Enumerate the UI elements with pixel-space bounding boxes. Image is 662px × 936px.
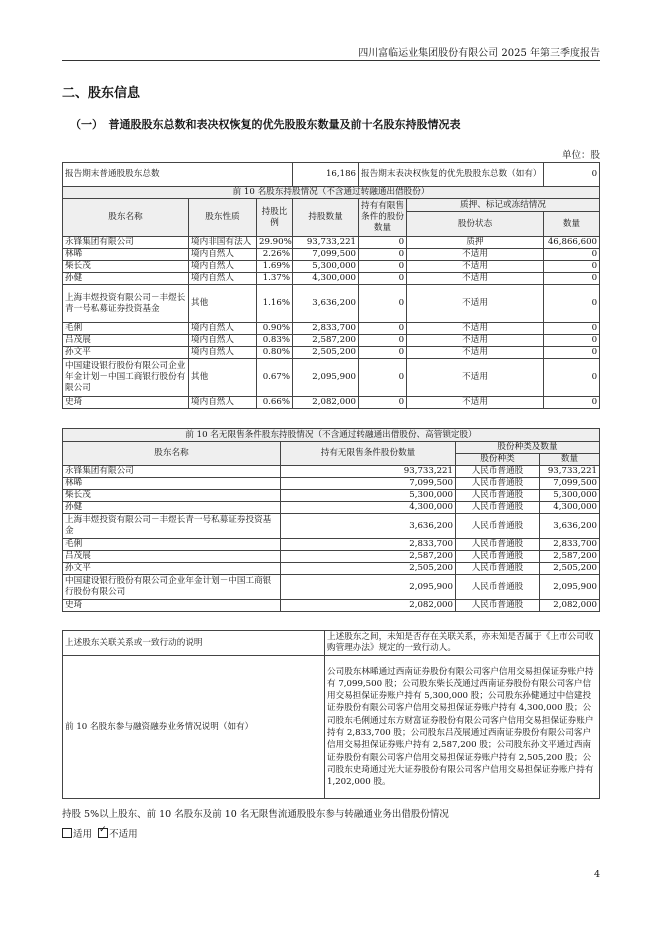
pledge-amount: 0 [544,323,600,335]
table-row [63,347,600,359]
u-unrestricted-quantity: 2,587,200 [281,551,456,563]
col-nature: 股东性质 [189,199,257,237]
table-row [63,502,600,514]
table-row [63,273,600,285]
table-row [63,600,600,612]
shareholder-name: 毛俐 [63,323,189,335]
pledge-status: 不适用 [407,273,544,285]
shareholder-name: 史琦 [63,397,189,409]
pledge-status: 不适用 [407,347,544,359]
col-name: 股东名称 [63,199,189,237]
holding-ratio: 1.16% [257,285,293,323]
subsection-title: （一） 普通股股东总数和表决权恢复的优先股股东数量及前十名股东持股情况表 [70,118,461,131]
restricted-quantity: 0 [359,347,407,359]
u-shareholder-name: 毛俐 [63,539,281,551]
u-share-type: 人民币普通股 [456,539,540,551]
holding-quantity: 5,300,000 [293,261,359,273]
restricted-quantity: 0 [359,273,407,285]
u-share-type: 人民币普通股 [456,563,540,575]
u-share-type: 人民币普通股 [456,600,540,612]
restricted-quantity: 0 [359,249,407,261]
holding-quantity: 2,095,900 [293,359,359,397]
col-status: 股份状态 [407,212,544,237]
margin-label: 前 10 名股东参与融资融券业务情况说明（如有） [63,656,325,799]
u-unrestricted-quantity: 4,300,000 [281,502,456,514]
u-shareholder-name: 史琦 [63,600,281,612]
top10-title: 前 10 名股东持股情况（不含通过转融通出借股份） [63,187,600,199]
option-applicable-label: 适用 [73,829,93,840]
holding-quantity: 4,300,000 [293,273,359,285]
table-row [63,466,600,478]
table-row [63,539,600,551]
pledge-status: 不适用 [407,359,544,397]
col-restricted: 持有有限售条件的股份数量 [359,199,407,237]
u-unrestricted-quantity: 93,733,221 [281,466,456,478]
u-share-amount: 4,300,000 [540,502,600,514]
table-row [63,323,600,335]
u-unrestricted-quantity: 2,505,200 [281,563,456,575]
pledge-status: 不适用 [407,261,544,273]
u-share-amount: 3,636,200 [540,514,600,539]
summary-label-1: 报告期末普通股股东总数 [63,163,293,187]
restricted-quantity: 0 [359,397,407,409]
holding-ratio: 29.90% [257,237,293,249]
holding-quantity: 2,587,200 [293,335,359,347]
u-shareholder-name: 永锋集团有限公司 [63,466,281,478]
shareholder-nature: 境内自然人 [189,397,257,409]
checkbox-applicable[interactable] [62,828,72,838]
shareholder-name: 孙文平 [63,347,189,359]
table-row [63,575,600,600]
unrestricted-shareholders-table [62,428,600,612]
pledge-status: 不适用 [407,397,544,409]
summary-value-1: 16,186 [293,163,359,187]
u-share-type: 人民币普通股 [456,490,540,502]
holding-ratio: 0.83% [257,335,293,347]
top10-shareholders-table [62,162,600,409]
checkbox-not-applicable[interactable] [98,828,108,838]
u-share-amount: 2,833,700 [540,539,600,551]
u-share-type: 人民币普通股 [456,575,540,600]
holding-ratio: 2.26% [257,249,293,261]
table-row [63,514,600,539]
holding-ratio: 0.80% [257,347,293,359]
u-share-amount: 2,587,200 [540,551,600,563]
page-number: 4 [593,869,600,880]
col-pledge: 质押、标记或冻结情况 [407,199,600,212]
u-share-amount: 2,082,000 [540,600,600,612]
shareholder-nature: 境内自然人 [189,323,257,335]
u-col-kind: 股份种类及数量 [456,442,600,454]
header-divider [62,60,600,61]
pledge-status: 不适用 [407,335,544,347]
table-row [63,490,600,502]
holding-quantity: 3,636,200 [293,285,359,323]
table-row [63,261,600,273]
restricted-quantity: 0 [359,359,407,397]
u-col-qty: 持有无限售条件股份数量 [281,442,456,466]
lending-note: 持股 5%以上股东、前 10 名股东及前 10 名无限售流通股股东参与转融通业务出借股份情况 [62,809,449,820]
u-shareholder-name: 林晞 [63,478,281,490]
shareholder-nature: 境内非国有法人 [189,237,257,249]
holding-ratio: 1.69% [257,261,293,273]
shareholder-nature: 境内自然人 [189,273,257,285]
pledge-amount: 0 [544,335,600,347]
restricted-quantity: 0 [359,261,407,273]
table-row [63,551,600,563]
restricted-quantity: 0 [359,335,407,347]
section-title: 二、股东信息 [62,86,141,101]
shareholder-name: 永锋集团有限公司 [63,237,189,249]
u-share-amount: 93,733,221 [540,466,600,478]
pledge-amount: 0 [544,261,600,273]
table-row [63,237,600,249]
u-share-type: 人民币普通股 [456,514,540,539]
shareholder-nature: 境内自然人 [189,347,257,359]
restricted-quantity: 0 [359,237,407,249]
holding-ratio: 0.67% [257,359,293,397]
relation-label: 上述股东关联关系或一致行动的说明 [63,631,325,656]
col-qty: 持股数量 [293,199,359,237]
page-header: 四川富临运业集团股份有限公司 2025 年第三季度报告 [358,48,600,59]
table-row [63,478,600,490]
col-amount: 数量 [544,212,600,237]
u-unrestricted-quantity: 2,095,900 [281,575,456,600]
holding-ratio: 0.90% [257,323,293,335]
notes-table [62,630,600,799]
shareholder-name: 林晞 [63,249,189,261]
u-shareholder-name: 孙健 [63,502,281,514]
col-ratio: 持股比例 [257,199,293,237]
applicability-options [62,826,138,840]
pledge-status: 不适用 [407,285,544,323]
u-share-amount: 5,300,000 [540,490,600,502]
unit-label: 单位：股 [561,150,600,161]
pledge-amount: 0 [544,273,600,285]
table-row [63,359,600,397]
pledge-amount: 0 [544,347,600,359]
pledge-status: 不适用 [407,249,544,261]
u-col-kind-type: 股份种类 [456,454,540,466]
u-share-amount: 7,099,500 [540,478,600,490]
u-share-type: 人民币普通股 [456,478,540,490]
holding-quantity: 93,733,221 [293,237,359,249]
table-row [63,397,600,409]
summary-value-2: 0 [544,163,600,187]
holding-ratio: 1.37% [257,273,293,285]
unrestricted-title: 前 10 名无限售条件股东持股情况（不含通过转融通出借股份、高管锁定股） [63,429,600,442]
pledge-amount: 46,866,600 [544,237,600,249]
holding-quantity: 2,505,200 [293,347,359,359]
u-unrestricted-quantity: 2,833,700 [281,539,456,551]
u-unrestricted-quantity: 5,300,000 [281,490,456,502]
u-share-type: 人民币普通股 [456,502,540,514]
u-shareholder-name: 上海丰煜投资有限公司－丰煜长青一号私募证券投资基金 [63,514,281,539]
u-share-amount: 2,095,900 [540,575,600,600]
u-shareholder-name: 中国建设银行股份有限公司企业年金计划－中国工商银行股份有限公司 [63,575,281,600]
table-row [63,563,600,575]
shareholder-name: 吕茂展 [63,335,189,347]
shareholder-nature: 其他 [189,359,257,397]
u-share-type: 人民币普通股 [456,551,540,563]
shareholder-nature: 境内自然人 [189,261,257,273]
restricted-quantity: 0 [359,323,407,335]
table-row [63,285,600,323]
pledge-amount: 0 [544,359,600,397]
shareholder-nature: 其他 [189,285,257,323]
shareholder-name: 孙健 [63,273,189,285]
shareholder-name: 中国建设银行股份有限公司企业年金计划－中国工商银行股份有限公司 [63,359,189,397]
u-col-name: 股东名称 [63,442,281,466]
pledge-status: 质押 [407,237,544,249]
u-unrestricted-quantity: 2,082,000 [281,600,456,612]
option-not-applicable-label: 不适用 [109,829,138,840]
u-unrestricted-quantity: 7,099,500 [281,478,456,490]
pledge-amount: 0 [544,397,600,409]
restricted-quantity: 0 [359,285,407,323]
holding-quantity: 2,082,000 [293,397,359,409]
u-shareholder-name: 孙文平 [63,563,281,575]
u-unrestricted-quantity: 3,636,200 [281,514,456,539]
summary-label-2: 报告期末表决权恢复的优先股股东总数（如有） [359,163,544,187]
pledge-amount: 0 [544,285,600,323]
shareholder-nature: 境内自然人 [189,335,257,347]
u-share-type: 人民币普通股 [456,466,540,478]
holding-quantity: 2,833,700 [293,323,359,335]
pledge-amount: 0 [544,249,600,261]
margin-text: 公司股东林晞通过西南证券股份有限公司客户信用交易担保证券账户持有 7,099,500 股；公司股东柴长茂通过西南证券股份有限公司客户信用交易担保证券账户持有 5,300,000 股；公司股东孙健通过中信建投证券股份有限公司客户信用交易担保证券账户持有 4,300,000 股；公司股东毛俐通过东方财富证券股份有限公司客户信用交易担保证券账户持有 2,833,700 股；公司股东吕茂展通过西南证券股份有限公司客户信用交易担保证券账户持有 2,587,200 股；公司股东孙文平通过西南证券股份有限公司客户信用交易担保证券账户持有 2,505,200 股；公司股东史琦通过光大证券股份有限公司客户信用交易担保证券账户持有 1,202,000 股。 [325,656,600,799]
shareholder-nature: 境内自然人 [189,249,257,261]
shareholder-name: 上海丰煜投资有限公司－丰煜长青一号私募证券投资基金 [63,285,189,323]
table-row [63,249,600,261]
holding-ratio: 0.66% [257,397,293,409]
u-shareholder-name: 吕茂展 [63,551,281,563]
relation-text: 上述股东之间，未知是否存在关联关系，亦未知是否属于《上市公司收购管理办法》规定的一致行动人。 [325,631,600,656]
shareholder-name: 柴长茂 [63,261,189,273]
u-col-kind-amount: 数量 [540,454,600,466]
holding-quantity: 7,099,500 [293,249,359,261]
pledge-status: 不适用 [407,323,544,335]
table-row [63,335,600,347]
u-shareholder-name: 柴长茂 [63,490,281,502]
u-share-amount: 2,505,200 [540,563,600,575]
